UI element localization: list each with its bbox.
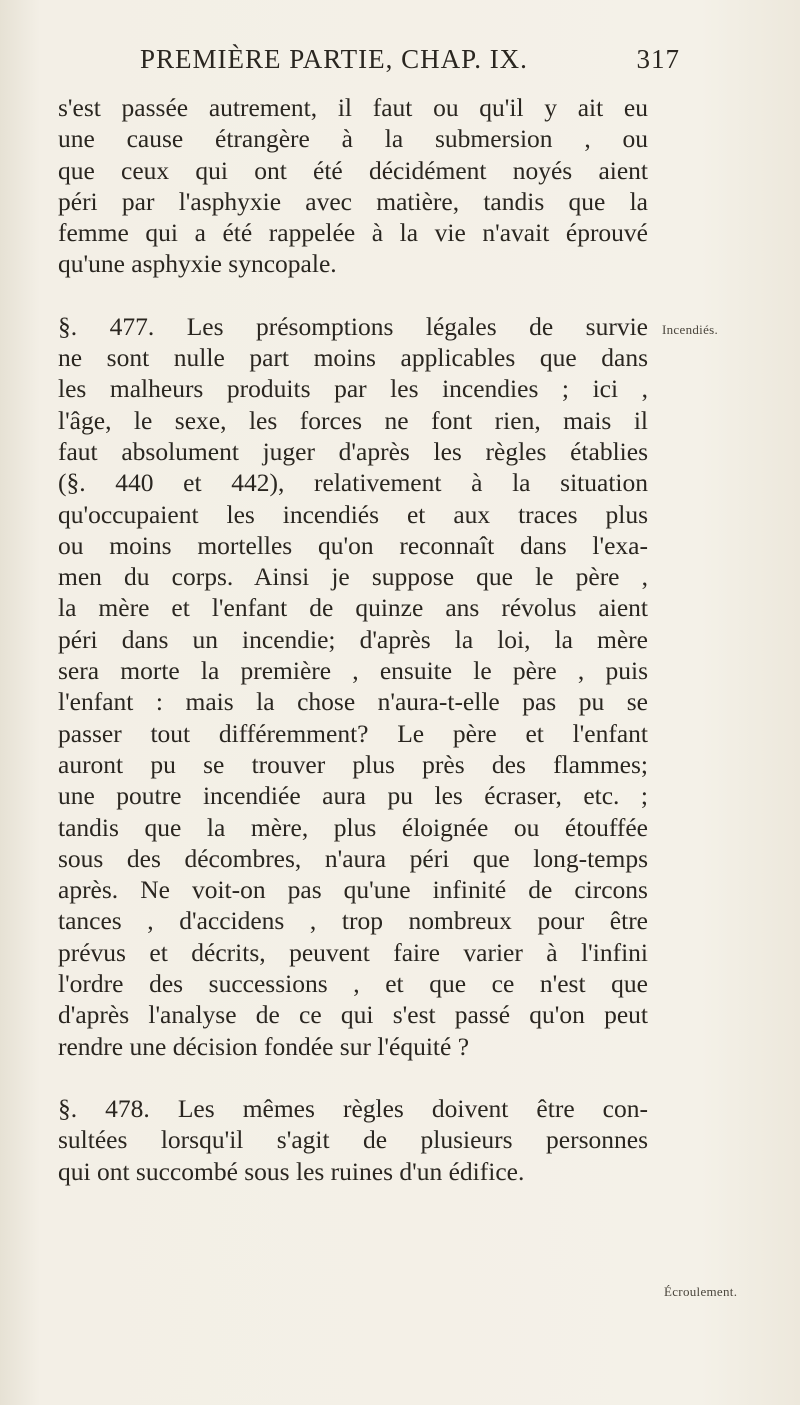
- text-line: §. 477. Les présomptions légales de survie: [58, 311, 648, 341]
- text-line: ou moins mortelles qu'on reconnaît dans l'exa-: [58, 530, 648, 560]
- margin-note: Écroulement.: [664, 1284, 738, 1299]
- text-line: sous des décombres, n'aura péri que long-temps: [58, 843, 648, 873]
- text-line: d'après l'analyse de ce qui s'est passé qu'on peut: [58, 1000, 648, 1030]
- text-line: l'âge, le sexe, les forces ne font rien, mais il: [58, 405, 648, 435]
- body-text: [58, 92, 648, 1187]
- text-line: péri par l'asphyxie avec matière, tandis que la: [58, 186, 648, 216]
- text-line: tances , d'accidens , trop nombreux pour être: [58, 906, 648, 936]
- running-header: [140, 44, 680, 75]
- text-line: sera morte la première , ensuite le père , puis: [58, 656, 648, 686]
- text-line: s'est passée autrement, il faut ou qu'il y ait eu: [58, 93, 648, 122]
- text-line: tandis que la mère, plus éloignée ou étouffée: [58, 812, 648, 842]
- text-line: la mère et l'enfant de quinze ans révolus aient: [58, 593, 648, 623]
- text-line: l'ordre des successions , et que ce n'est que: [58, 969, 648, 999]
- text-line: auront pu se trouver plus près des flammes;: [58, 749, 648, 779]
- text-line: qu'une asphyxie syncopale.: [58, 249, 337, 279]
- text-line: ne sont nulle part moins applicables que dans: [58, 343, 648, 373]
- paragraph: [58, 92, 648, 280]
- text-line: après. Ne voit-on pas qu'une infinité de circons: [58, 875, 648, 905]
- page-number: 317: [636, 44, 680, 74]
- text-line: qui ont succombé sous les ruines d'un édifice.: [58, 1156, 525, 1186]
- paragraph: [58, 311, 648, 1062]
- text-line: sultées lorsqu'il s'agit de plusieurs personnes: [58, 1125, 648, 1155]
- text-line: §. 478. Les mêmes règles doivent être con-: [58, 1093, 648, 1123]
- text-line: l'enfant : mais la chose n'aura-t-elle pas pu se: [58, 687, 648, 717]
- text-line: prévus et décrits, peuvent faire varier à l'infini: [58, 937, 648, 967]
- text-line: men du corps. Ainsi je suppose que le père ,: [58, 562, 648, 592]
- margin-note: Incendiés.: [662, 322, 719, 337]
- chapter-title: PREMIÈRE PARTIE, CHAP. IX.: [140, 44, 528, 74]
- text-line: qu'occupaient les incendiés et aux traces plus: [58, 499, 648, 529]
- text-line: péri dans un incendie; d'après la loi, la mère: [58, 624, 648, 654]
- text-line: les malheurs produits par les incendies ; ici ,: [58, 374, 648, 404]
- text-line: passer tout différemment? Le père et l'enfant: [58, 718, 648, 748]
- paragraph: [58, 1093, 648, 1187]
- text-line: une poutre incendiée aura pu les écraser, etc. ;: [58, 781, 648, 811]
- text-line: rendre une décision fondée sur l'équité ?: [58, 1031, 470, 1061]
- text-line: femme qui a été rappelée à la vie n'avait éprouvé: [58, 218, 648, 248]
- text-line: une cause étrangère à la submersion , ou: [58, 124, 648, 154]
- text-line: que ceux qui ont été décidément noyés aient: [58, 155, 648, 185]
- text-line: faut absolument juger d'après les règles établies: [58, 436, 648, 466]
- text-line: (§. 440 et 442), relativement à la situation: [58, 468, 648, 498]
